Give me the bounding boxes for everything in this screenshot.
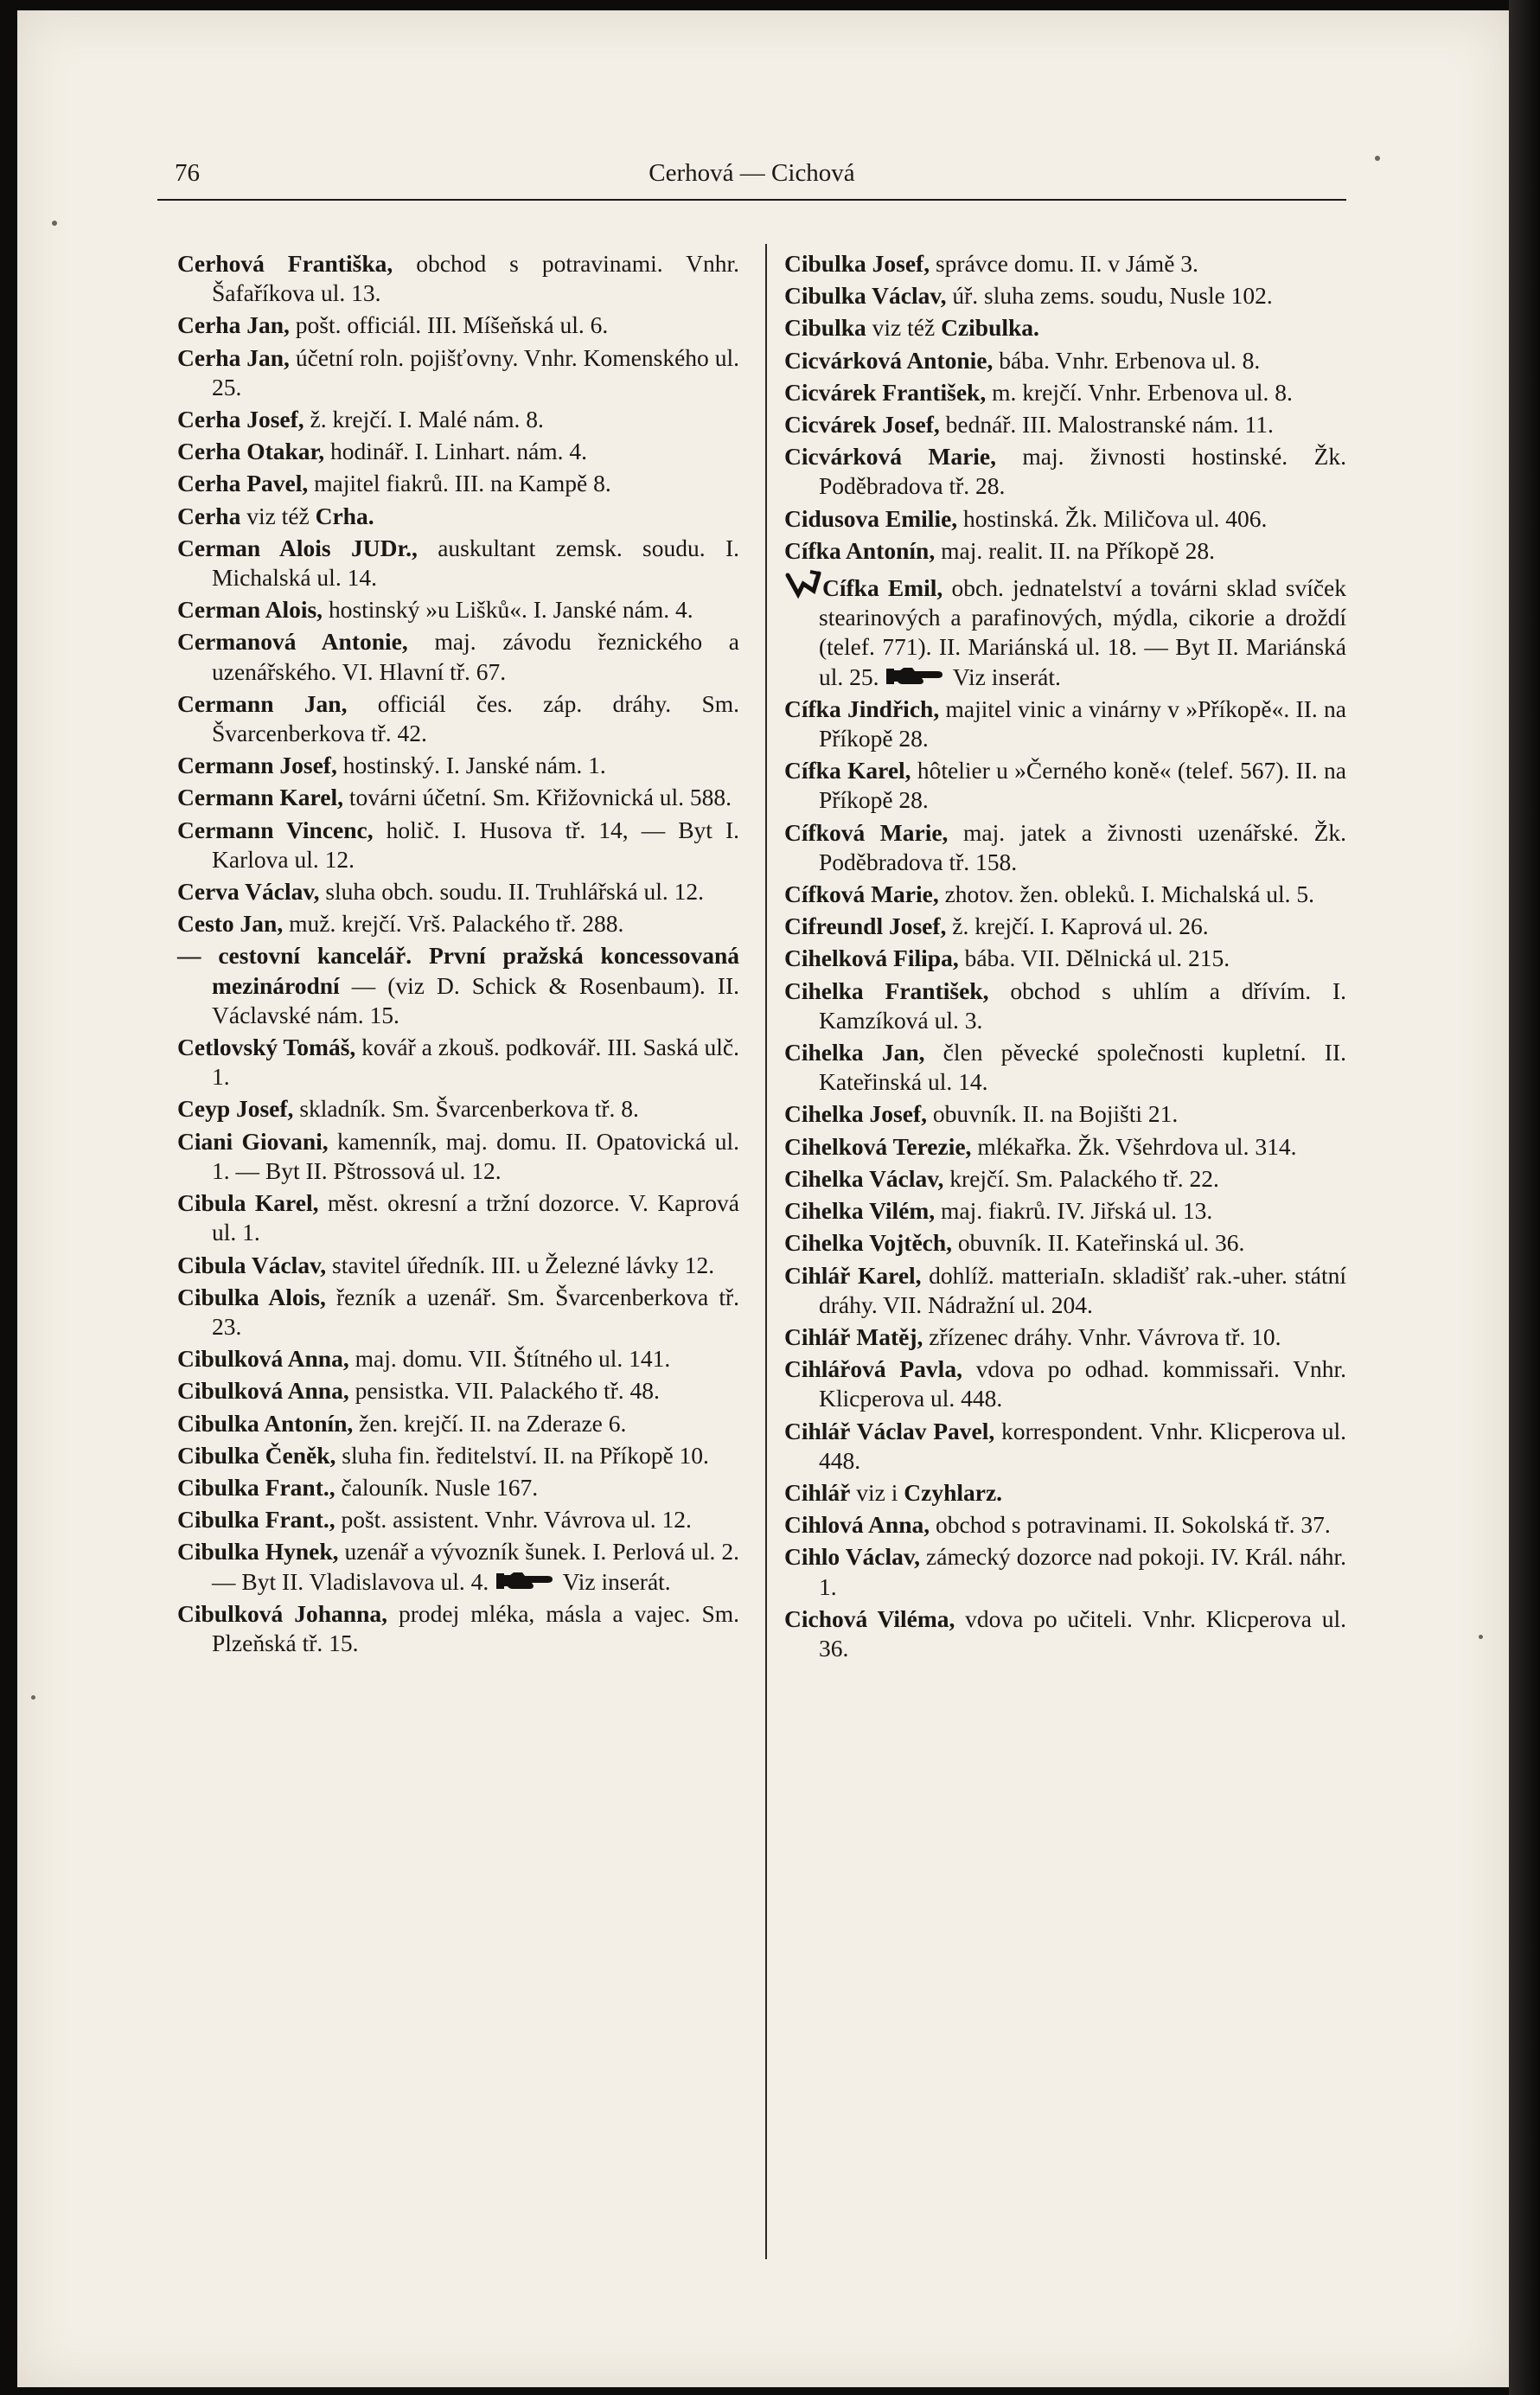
directory-entry bbox=[784, 281, 1346, 311]
entry-name: Cífka Antonín, bbox=[784, 536, 936, 564]
directory-entry bbox=[784, 1038, 1346, 1097]
entry-name: Cerha Pavel, bbox=[177, 470, 309, 497]
entry-name: Cibulková Anna, bbox=[177, 1377, 349, 1405]
entry-name: Cífková Marie, bbox=[784, 881, 939, 908]
entry-name: Cicvárek Josef, bbox=[784, 411, 940, 439]
entry-text: holič. I. Husova tř. 14, — Byt I. Karlova ul. 12. bbox=[212, 816, 739, 873]
entry-name: Cibulka Václav, bbox=[784, 282, 947, 310]
entry-name: Cibulka bbox=[784, 314, 866, 342]
entry-name: Cibulka Josef, bbox=[784, 250, 930, 277]
directory-entry bbox=[784, 977, 1346, 1035]
directory-entry bbox=[177, 751, 739, 780]
directory-entry bbox=[177, 343, 739, 402]
directory-entry bbox=[784, 912, 1346, 941]
entry-name: Cibula Václav, bbox=[177, 1251, 327, 1278]
directory-entry bbox=[784, 1099, 1346, 1129]
entry-text: korrespondent. Vnhr. Klicperova ul. 448. bbox=[819, 1417, 1346, 1474]
directory-entry bbox=[177, 249, 739, 308]
cross-reference: Czibulka. bbox=[941, 314, 1039, 342]
directory-entry bbox=[177, 816, 739, 874]
entry-name: Cichová Viléma, bbox=[784, 1604, 955, 1632]
directory-entry bbox=[784, 249, 1346, 279]
directory-entry bbox=[784, 944, 1346, 973]
directory-entry bbox=[177, 1094, 739, 1124]
directory-entry bbox=[784, 568, 1346, 692]
entry-text: muž. krejčí. Vrš. Palackého tř. 288. bbox=[289, 910, 624, 938]
entry-name: Cihelka Vilém, bbox=[784, 1197, 936, 1225]
directory-entry bbox=[784, 1417, 1346, 1476]
cross-reference: Czyhlarz. bbox=[904, 1478, 1003, 1506]
directory-entry bbox=[784, 1478, 1346, 1508]
entry-text: kovář a zkouš. podkovář. III. Saská ulč. 1. bbox=[212, 1034, 739, 1091]
directory-entry bbox=[177, 689, 739, 748]
directory-entry bbox=[784, 1196, 1346, 1226]
entry-text: řezník a uzenář. Sm. Švarcenberkova tř. 23. bbox=[212, 1283, 739, 1340]
directory-entry bbox=[784, 1354, 1346, 1413]
entry-name: Cibulka Hynek, bbox=[177, 1538, 339, 1566]
entry-text: zámecký dozorce nad pokoji. IV. Král. náhr. 1. bbox=[819, 1543, 1346, 1600]
entry-text: ž. krejčí. I. Malé nám. 8. bbox=[310, 406, 544, 433]
entry-name: Cerha Jan, bbox=[177, 343, 290, 371]
entry-text: čalouník. Nusle 167. bbox=[341, 1473, 539, 1501]
entry-name: Cibulková Johanna, bbox=[177, 1599, 388, 1627]
entry-name: Cihlářová Pavla, bbox=[784, 1355, 962, 1383]
directory-entry bbox=[177, 627, 739, 686]
directory-entry bbox=[177, 1473, 739, 1502]
entry-text: žen. krejčí. II. na Zderaze 6. bbox=[359, 1409, 627, 1437]
entry-name: Cihlář bbox=[784, 1478, 851, 1506]
entry-text: maj. jatek a živnosti uzenářské. Žk. Poděbradova tř. 158. bbox=[819, 818, 1346, 875]
column-divider bbox=[765, 244, 767, 2259]
entry-text: měst. okresní a tržní dozorce. V. Kaprová ul. 1. bbox=[212, 1189, 739, 1246]
pointing-hand-icon bbox=[495, 1570, 557, 1592]
directory-entry bbox=[177, 1283, 739, 1342]
directory-entry bbox=[784, 536, 1346, 566]
paper-speck bbox=[31, 1695, 35, 1700]
entry-name: Cihlář Karel, bbox=[784, 1261, 922, 1289]
directory-entry bbox=[177, 941, 739, 1030]
entry-text: obchod s potravinami. II. Sokolská tř. 37. bbox=[936, 1511, 1331, 1539]
entry-text: správce domu. II. v Jámě 3. bbox=[935, 250, 1198, 277]
directory-entry bbox=[784, 818, 1346, 877]
entry-name: Cerha Josef, bbox=[177, 406, 304, 433]
entry-name: Cihelka Jan, bbox=[784, 1039, 925, 1066]
entry-name: Cicvárek František, bbox=[784, 378, 987, 406]
entry-text: bednář. III. Malostranské nám. 11. bbox=[945, 411, 1274, 439]
entry-text: zřízenec dráhy. Vnhr. Vávrova tř. 10. bbox=[929, 1322, 1281, 1350]
entry-name: Cicvárková Marie, bbox=[784, 443, 996, 471]
directory-entry bbox=[177, 502, 739, 531]
directory-entry bbox=[784, 880, 1346, 909]
directory-entry bbox=[177, 437, 739, 466]
directory-entry bbox=[784, 1164, 1346, 1194]
directory-entry bbox=[784, 442, 1346, 501]
entry-name: Cifreundl Josef, bbox=[784, 913, 947, 940]
entry-text: bába. Vnhr. Erbenova ul. 8. bbox=[999, 346, 1261, 374]
entry-name: Cerman Alois, bbox=[177, 596, 323, 624]
entry-text: uzenář a vývozník šunek. I. Perlová ul. 2. — Byt II. Vladislavova ul. 4. bbox=[212, 1538, 739, 1595]
entry-name: Cífka Karel, bbox=[784, 757, 911, 784]
directory-entry bbox=[784, 1261, 1346, 1320]
entry-name: Cermann Jan, bbox=[177, 689, 348, 717]
directory-entry bbox=[177, 1505, 739, 1534]
entry-text: viz i bbox=[856, 1478, 898, 1506]
entry-text: pensistka. VII. Palackého tř. 48. bbox=[355, 1377, 660, 1405]
entry-text: pošt. assistent. Vnhr. Vávrova ul. 12. bbox=[341, 1506, 692, 1534]
entry-name: Cidusova Emilie, bbox=[784, 504, 958, 532]
entry-name: Cihlář Matěj, bbox=[784, 1322, 923, 1350]
directory-entry bbox=[784, 1132, 1346, 1162]
entry-text: maj. domu. VII. Štítného ul. 141. bbox=[355, 1345, 671, 1373]
entry-name: Cihlář Václav Pavel, bbox=[784, 1417, 995, 1444]
entry-name: Cerha Jan, bbox=[177, 311, 290, 339]
entry-name: Cibulka Frant., bbox=[177, 1506, 335, 1534]
directory-entry bbox=[177, 909, 739, 938]
hand-mark-icon bbox=[784, 568, 822, 603]
entry-name: Cibulka Frant., bbox=[177, 1473, 335, 1501]
directory-entry bbox=[177, 1251, 739, 1280]
directory-entry bbox=[177, 534, 739, 592]
entry-text: prodej mléka, másla a vajec. Sm. Plzeňská tř. 15. bbox=[212, 1599, 740, 1656]
entry-text: továrni účetní. Sm. Křižovnická ul. 588. bbox=[348, 784, 732, 811]
entry-name: Cihelka Václav, bbox=[784, 1164, 944, 1192]
entry-text: člen pěvecké společnosti kupletní. II. Kateřinská ul. 14. bbox=[819, 1039, 1346, 1096]
entry-text: vdova po učiteli. Vnhr. Klicperova ul. 36. bbox=[819, 1604, 1346, 1662]
entry-name: Cibulka Antonín, bbox=[177, 1409, 354, 1437]
entry-text: hodinář. I. Linhart. nám. 4. bbox=[329, 438, 588, 465]
directory-entry bbox=[784, 504, 1346, 534]
cross-reference: Crha. bbox=[315, 502, 374, 529]
entry-text: obch. jednatelství a továrni sklad svíček stearinových a parafinových, mýdla, cikorie a droždí (telef. 771). II. Mariánská ul. 18. — Byt II. Mariánská ul. 25. bbox=[819, 574, 1347, 690]
entry-name: Cermanová Antonie, bbox=[177, 628, 408, 656]
left-column bbox=[177, 249, 739, 1661]
page-number: 76 bbox=[175, 159, 200, 187]
entry-name: Cibulka Alois, bbox=[177, 1283, 326, 1310]
entry-name: Cerman Alois JUDr., bbox=[177, 534, 418, 561]
entry-name: Cihlo Václav, bbox=[784, 1543, 921, 1571]
pointing-hand-icon bbox=[885, 665, 947, 688]
advert-reference: Viz inserát. bbox=[952, 663, 1061, 690]
directory-entry bbox=[177, 783, 739, 812]
entry-text: m. krejčí. Vnhr. Erbenova ul. 8. bbox=[992, 378, 1293, 406]
entry-text: auskultant zemsk. soudu. I. Michalská ul. 14. bbox=[212, 534, 739, 592]
entry-text: obchod s uhlím a dřívím. I. Kamzíková ul. 3. bbox=[819, 977, 1346, 1034]
entry-name: Cetlovský Tomáš, bbox=[177, 1034, 356, 1061]
directory-entry bbox=[177, 1188, 739, 1247]
entry-text: majitel vinic a vinárny v »Příkopě«. II. na Příkopě 28. bbox=[819, 695, 1346, 752]
entry-name: Cífka Jindřich, bbox=[784, 695, 940, 722]
directory-entry bbox=[784, 756, 1346, 815]
entry-text: sluha obch. soudu. II. Truhlářská ul. 12. bbox=[325, 878, 705, 906]
entry-text: maj. živnosti hostinské. Žk. Poděbradova tř. 28. bbox=[819, 443, 1346, 500]
directory-entry bbox=[177, 1376, 739, 1406]
directory-entry bbox=[177, 1537, 739, 1596]
directory-entry bbox=[784, 695, 1346, 753]
entry-name: Cerhová Františka, bbox=[177, 250, 393, 277]
entry-text: obchod s potravinami. Vnhr. Šafaříkova ul. 13. bbox=[212, 250, 739, 307]
paper-speck bbox=[1375, 156, 1380, 161]
entry-name: Cihlová Anna, bbox=[784, 1511, 930, 1539]
entry-text: maj. závodu řeznického a uzenářského. VI. Hlavní tř. 67. bbox=[212, 628, 739, 685]
directory-entry bbox=[784, 346, 1346, 375]
entry-text: — (viz D. Schick & Rosenbaum). II. Václavské nám. 15. bbox=[212, 971, 739, 1028]
directory-entry bbox=[177, 1599, 739, 1658]
directory-entry bbox=[177, 1441, 739, 1470]
entry-text: hostinský. I. Janské nám. 1. bbox=[342, 752, 606, 779]
entry-name: Cerva Václav, bbox=[177, 878, 320, 906]
page-header bbox=[157, 154, 1346, 201]
directory-entry bbox=[177, 405, 739, 434]
entry-name: Cihelka František, bbox=[784, 977, 989, 1004]
entry-name: Cermann Josef, bbox=[177, 752, 337, 779]
entry-name: Cihelka Josef, bbox=[784, 1100, 927, 1128]
entry-name: Ciani Giovani, bbox=[177, 1127, 329, 1155]
entry-text: mlékařka. Žk. Všehrdova ul. 314. bbox=[977, 1132, 1297, 1160]
entry-name: Cerha bbox=[177, 502, 241, 529]
entry-text: viz též bbox=[872, 314, 936, 342]
entry-name: Cífková Marie, bbox=[784, 818, 949, 846]
entry-text: hostinský »u Lišků«. I. Janské nám. 4. bbox=[328, 596, 693, 624]
entry-name: — cestovní kancelář. První pražská koncessovaná mezinárodní bbox=[177, 942, 739, 999]
entry-text: úř. sluha zems. soudu, Nusle 102. bbox=[952, 282, 1273, 310]
directory-entry bbox=[177, 1344, 739, 1374]
entry-text: ž. krejčí. I. Kaprová ul. 26. bbox=[952, 913, 1209, 940]
advert-reference: Viz inserát. bbox=[562, 1567, 671, 1595]
entry-text: dohlíž. matteriaIn. skladišť rak.-uher. státní dráhy. VII. Nádražní ul. 204. bbox=[819, 1261, 1346, 1318]
directory-entry bbox=[784, 313, 1346, 343]
entry-text: hôtelier u »Černého koně« (telef. 567). II. na Příkopě 28. bbox=[819, 757, 1347, 814]
entry-name: Cesto Jan, bbox=[177, 910, 284, 938]
directory-entry bbox=[784, 1228, 1346, 1258]
entry-text: stavitel úředník. III. u Železné lávky 12. bbox=[332, 1251, 715, 1278]
paper-speck bbox=[52, 221, 57, 226]
entry-text: viz též bbox=[246, 502, 310, 529]
directory-entry bbox=[177, 469, 739, 498]
entry-text: obuvník. II. Kateřinská ul. 36. bbox=[957, 1229, 1245, 1257]
entry-text: účetní roln. pojišťovny. Vnhr. Komenského ul. 25. bbox=[212, 343, 739, 400]
entry-name: Cermann Karel, bbox=[177, 784, 343, 811]
directory-entry bbox=[177, 595, 739, 624]
entry-text: bába. VII. Dělnická ul. 215. bbox=[964, 945, 1230, 972]
directory-entry bbox=[784, 1542, 1346, 1601]
entry-name: Ceyp Josef, bbox=[177, 1095, 294, 1123]
directory-entry bbox=[177, 1409, 739, 1438]
entry-text: officiál čes. záp. dráhy. Sm. Švarcenberkova tř. 42. bbox=[212, 689, 740, 747]
entry-text: skladník. Sm. Švarcenberkova tř. 8. bbox=[299, 1095, 639, 1123]
right-column bbox=[784, 249, 1346, 1666]
entry-name: Cihelka Vojtěch, bbox=[784, 1229, 953, 1257]
directory-entry bbox=[177, 1127, 739, 1186]
directory-entry bbox=[784, 410, 1346, 439]
entry-name: Cicvárková Antonie, bbox=[784, 346, 994, 374]
entry-name: Cerha Otakar, bbox=[177, 438, 325, 465]
entry-text: vdova po odhad. kommissaři. Vnhr. Klicperova ul. 448. bbox=[819, 1355, 1346, 1412]
entry-text: sluha fin. ředitelství. II. na Příkopě 10. bbox=[342, 1441, 709, 1469]
entry-text: zhotov. žen. obleků. I. Michalská ul. 5. bbox=[944, 881, 1315, 908]
directory-entry bbox=[177, 877, 739, 906]
entry-text: pošt. officiál. III. Míšeňská ul. 6. bbox=[295, 311, 609, 339]
entry-name: Cihelková Terezie, bbox=[784, 1132, 972, 1160]
entry-name: Cihelková Filipa, bbox=[784, 945, 959, 972]
directory-entry bbox=[177, 311, 739, 340]
entry-name: Cermann Vincenc, bbox=[177, 816, 374, 843]
entry-text: obuvník. II. na Bojišti 21. bbox=[932, 1100, 1179, 1128]
directory-entry bbox=[784, 1604, 1346, 1663]
entry-text: majitel fiakrů. III. na Kampě 8. bbox=[314, 470, 611, 497]
entry-text: kamenník, maj. domu. II. Opatovická ul. 1. — Byt II. Pštrossová ul. 12. bbox=[212, 1127, 739, 1184]
running-head: Cerhová — Cichová bbox=[649, 159, 855, 187]
directory-entry bbox=[784, 1322, 1346, 1352]
entry-name: Cibulka Čeněk, bbox=[177, 1441, 336, 1469]
directory-entry bbox=[784, 378, 1346, 407]
entry-name: Cífka Emil, bbox=[822, 574, 943, 602]
scan-edge bbox=[1509, 0, 1540, 2395]
paper-speck bbox=[1479, 1635, 1483, 1639]
entry-text: maj. realit. II. na Příkopě 28. bbox=[941, 536, 1216, 564]
entry-text: maj. fiakrů. IV. Jiřská ul. 13. bbox=[941, 1197, 1213, 1225]
directory-entry bbox=[177, 1033, 739, 1092]
directory-entry bbox=[784, 1510, 1346, 1540]
entry-text: hostinská. Žk. Miličova ul. 406. bbox=[963, 504, 1268, 532]
entry-name: Cibulková Anna, bbox=[177, 1345, 349, 1373]
entry-text: krejčí. Sm. Palackého tř. 22. bbox=[949, 1164, 1219, 1192]
entry-name: Cibula Karel, bbox=[177, 1189, 319, 1217]
